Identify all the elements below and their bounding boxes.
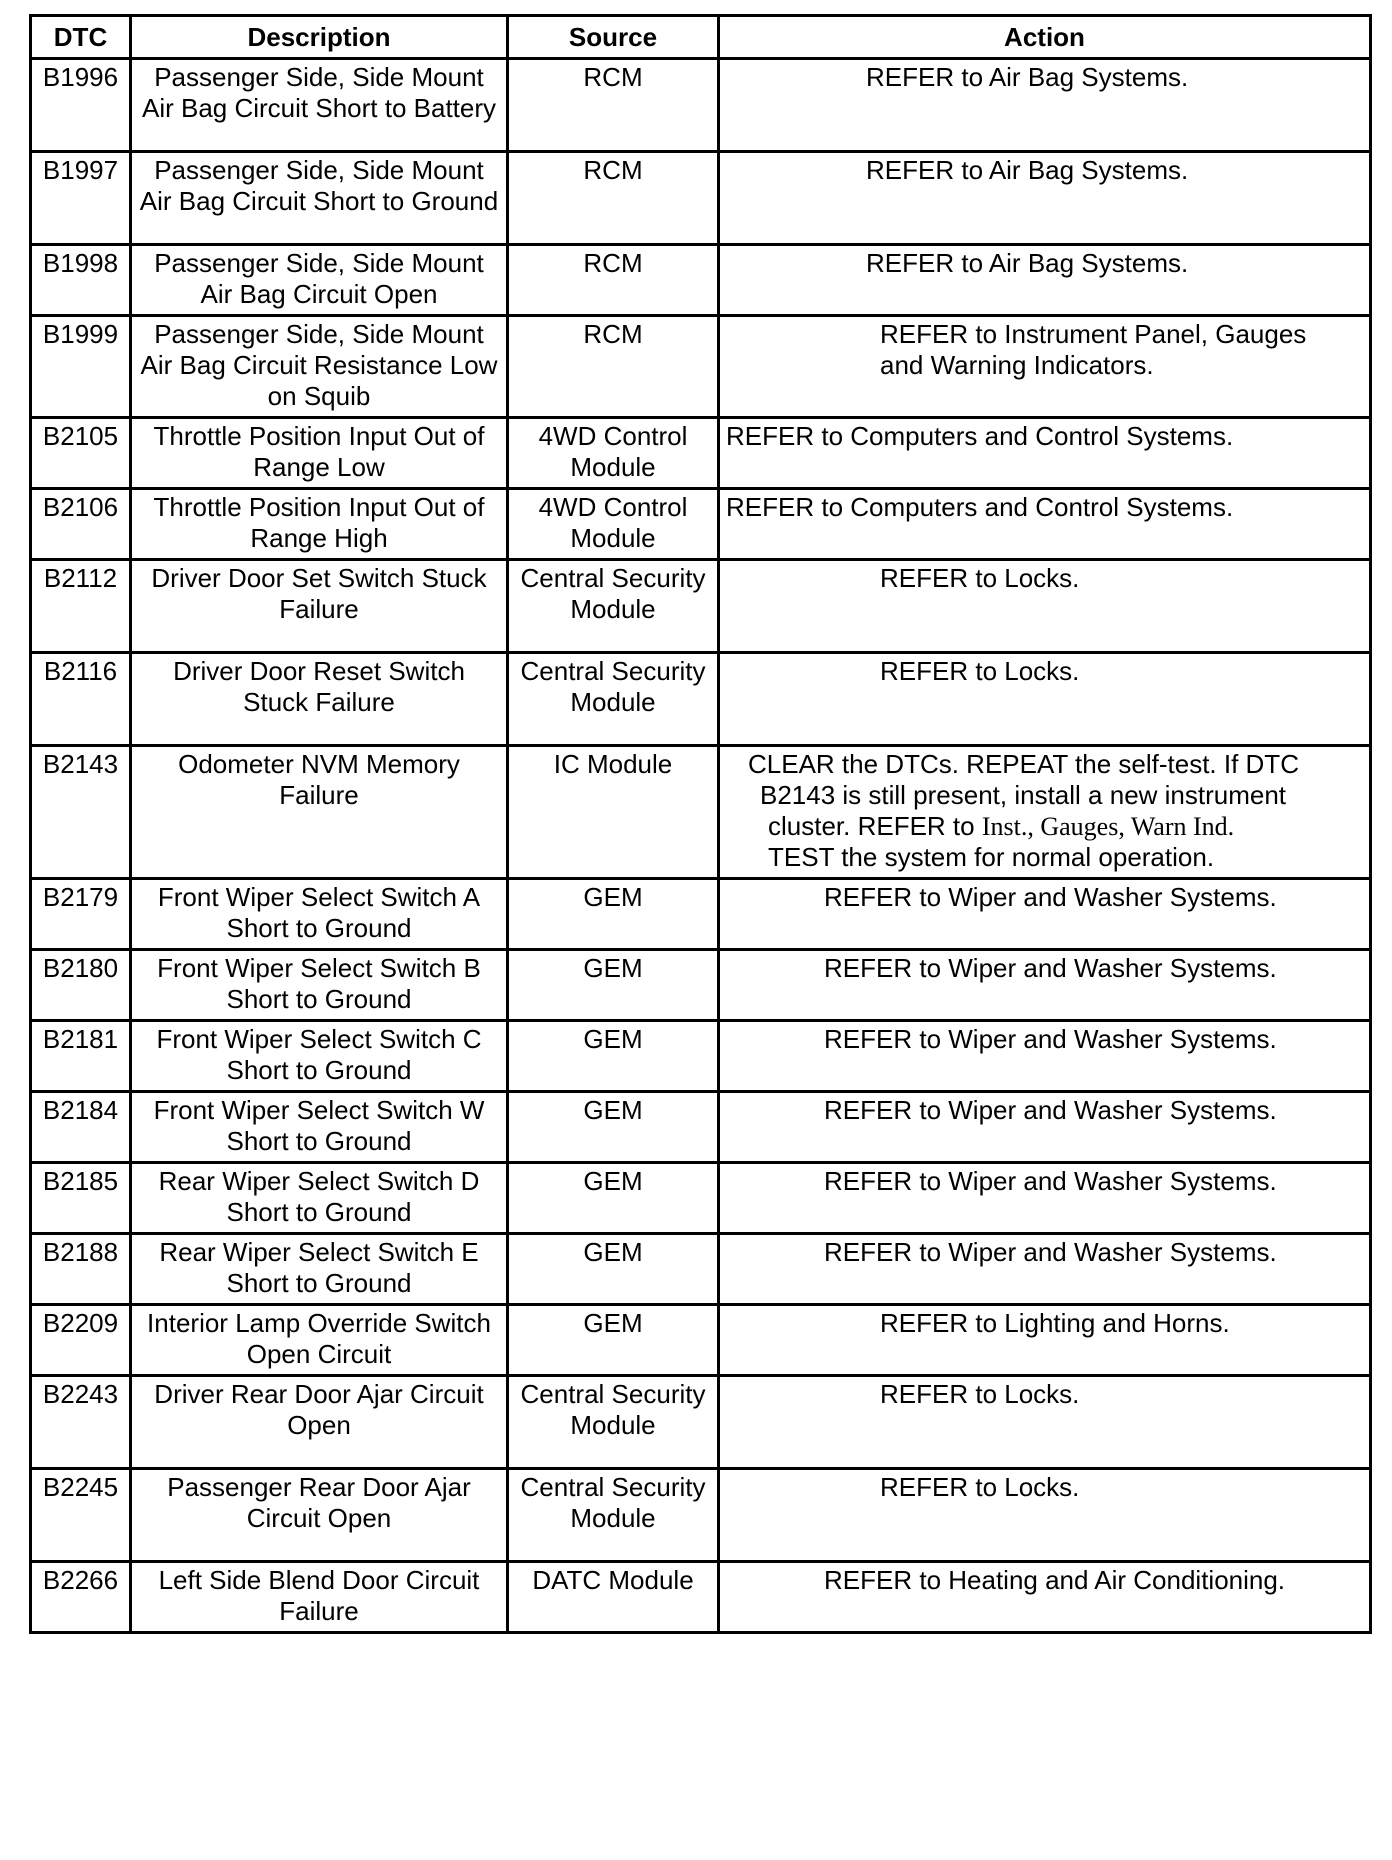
action-line-prefix: cluster. REFER to <box>768 811 982 841</box>
dtc-description: Passenger Side, Side Mount Air Bag Circuit Short to Battery <box>131 59 508 152</box>
table-row <box>31 59 1371 152</box>
table-row <box>31 489 1371 560</box>
action-serif-ref: Inst., Gauges, Warn Ind. <box>981 812 1235 841</box>
table-row <box>31 950 1371 1021</box>
dtc-source: 4WD Control Module <box>508 489 719 560</box>
dtc-action: REFER to Wiper and Washer Systems. <box>719 1234 1371 1305</box>
table-row <box>31 879 1371 950</box>
dtc-code: B2112 <box>31 560 131 653</box>
table-row <box>31 1234 1371 1305</box>
dtc-source: GEM <box>508 1234 719 1305</box>
dtc-source: RCM <box>508 316 719 418</box>
dtc-description: Left Side Blend Door Circuit Failure <box>131 1562 508 1633</box>
dtc-code: B1999 <box>31 316 131 418</box>
dtc-action: REFER to Air Bag Systems. <box>719 152 1371 245</box>
dtc-action: REFER to Computers and Control Systems. <box>719 418 1371 489</box>
dtc-code: B2106 <box>31 489 131 560</box>
dtc-description: Front Wiper Select Switch B Short to Ground <box>131 950 508 1021</box>
dtc-source: GEM <box>508 1092 719 1163</box>
dtc-description: Passenger Side, Side Mount Air Bag Circuit Short to Ground <box>131 152 508 245</box>
table-row <box>31 418 1371 489</box>
dtc-code: B2266 <box>31 1562 131 1633</box>
dtc-code: B2105 <box>31 418 131 489</box>
dtc-description: Passenger Side, Side Mount Air Bag Circuit Resistance Low on Squib <box>131 316 508 418</box>
table-row <box>31 746 1371 879</box>
dtc-source: Central Security Module <box>508 560 719 653</box>
dtc-source: RCM <box>508 152 719 245</box>
dtc-description: Throttle Position Input Out of Range Low <box>131 418 508 489</box>
dtc-code: B2209 <box>31 1305 131 1376</box>
action-line <box>748 811 1363 842</box>
action-line: CLEAR the DTCs. REPEAT the self-test. If DTC <box>748 749 1299 779</box>
dtc-action: REFER to Wiper and Washer Systems. <box>719 879 1371 950</box>
dtc-action: REFER to Heating and Air Conditioning. <box>719 1562 1371 1633</box>
dtc-action <box>719 316 1371 418</box>
dtc-code: B2116 <box>31 653 131 746</box>
table-row <box>31 1305 1371 1376</box>
dtc-source: Central Security Module <box>508 1376 719 1469</box>
dtc-description: Passenger Side, Side Mount Air Bag Circuit Open <box>131 245 508 316</box>
dtc-code: B2184 <box>31 1092 131 1163</box>
table-row <box>31 653 1371 746</box>
dtc-table <box>29 14 1372 1634</box>
header-row <box>31 16 1371 59</box>
table-row <box>31 1469 1371 1562</box>
table-row <box>31 316 1371 418</box>
dtc-code: B2185 <box>31 1163 131 1234</box>
dtc-code: B1996 <box>31 59 131 152</box>
dtc-code: B2243 <box>31 1376 131 1469</box>
dtc-source: GEM <box>508 1305 719 1376</box>
table-row <box>31 152 1371 245</box>
dtc-source: DATC Module <box>508 1562 719 1633</box>
dtc-action: REFER to Locks. <box>719 1376 1371 1469</box>
dtc-action: REFER to Wiper and Washer Systems. <box>719 1163 1371 1234</box>
dtc-source: RCM <box>508 245 719 316</box>
dtc-action <box>719 746 1371 879</box>
dtc-description: Front Wiper Select Switch C Short to Ground <box>131 1021 508 1092</box>
dtc-code: B2245 <box>31 1469 131 1562</box>
dtc-description: Throttle Position Input Out of Range High <box>131 489 508 560</box>
dtc-source: GEM <box>508 1163 719 1234</box>
dtc-source: GEM <box>508 879 719 950</box>
dtc-action: REFER to Wiper and Washer Systems. <box>719 1092 1371 1163</box>
dtc-description: Interior Lamp Override Switch Open Circuit <box>131 1305 508 1376</box>
dtc-source: IC Module <box>508 746 719 879</box>
dtc-description: Driver Rear Door Ajar Circuit Open <box>131 1376 508 1469</box>
dtc-code: B2179 <box>31 879 131 950</box>
dtc-action: REFER to Lighting and Horns. <box>719 1305 1371 1376</box>
dtc-code: B2180 <box>31 950 131 1021</box>
dtc-description: Front Wiper Select Switch A Short to Ground <box>131 879 508 950</box>
dtc-description: Odometer NVM Memory Failure <box>131 746 508 879</box>
action-line: TEST the system for normal operation. <box>768 842 1215 872</box>
dtc-description: Driver Door Reset Switch Stuck Failure <box>131 653 508 746</box>
dtc-action: REFER to Wiper and Washer Systems. <box>719 950 1371 1021</box>
dtc-code: B2181 <box>31 1021 131 1092</box>
header-source: Source <box>508 16 719 59</box>
dtc-code: B2188 <box>31 1234 131 1305</box>
header-action: Action <box>719 16 1371 59</box>
action-line: REFER to Instrument Panel, Gauges <box>880 319 1307 349</box>
table-row <box>31 245 1371 316</box>
header-dtc: DTC <box>31 16 131 59</box>
dtc-action: REFER to Locks. <box>719 653 1371 746</box>
dtc-description: Driver Door Set Switch Stuck Failure <box>131 560 508 653</box>
dtc-source: GEM <box>508 950 719 1021</box>
table-row <box>31 560 1371 653</box>
dtc-description: Rear Wiper Select Switch D Short to Ground <box>131 1163 508 1234</box>
dtc-description: Front Wiper Select Switch W Short to Ground <box>131 1092 508 1163</box>
table-row <box>31 1021 1371 1092</box>
action-line: B2143 is still present, install a new instrument <box>760 780 1287 810</box>
dtc-code: B2143 <box>31 746 131 879</box>
table-row <box>31 1163 1371 1234</box>
dtc-action: REFER to Air Bag Systems. <box>719 245 1371 316</box>
dtc-source: 4WD Control Module <box>508 418 719 489</box>
dtc-code: B1998 <box>31 245 131 316</box>
dtc-action: REFER to Locks. <box>719 1469 1371 1562</box>
table-row <box>31 1562 1371 1633</box>
dtc-description: Passenger Rear Door Ajar Circuit Open <box>131 1469 508 1562</box>
table-row <box>31 1092 1371 1163</box>
dtc-description: Rear Wiper Select Switch E Short to Ground <box>131 1234 508 1305</box>
dtc-action: REFER to Air Bag Systems. <box>719 59 1371 152</box>
action-line: and Warning Indicators. <box>880 350 1154 380</box>
dtc-source: RCM <box>508 59 719 152</box>
dtc-code: B1997 <box>31 152 131 245</box>
dtc-action: REFER to Computers and Control Systems. <box>719 489 1371 560</box>
header-description: Description <box>131 16 508 59</box>
dtc-source: GEM <box>508 1021 719 1092</box>
dtc-source: Central Security Module <box>508 653 719 746</box>
dtc-action: REFER to Wiper and Washer Systems. <box>719 1021 1371 1092</box>
dtc-source: Central Security Module <box>508 1469 719 1562</box>
table-row <box>31 1376 1371 1469</box>
dtc-action: REFER to Locks. <box>719 560 1371 653</box>
